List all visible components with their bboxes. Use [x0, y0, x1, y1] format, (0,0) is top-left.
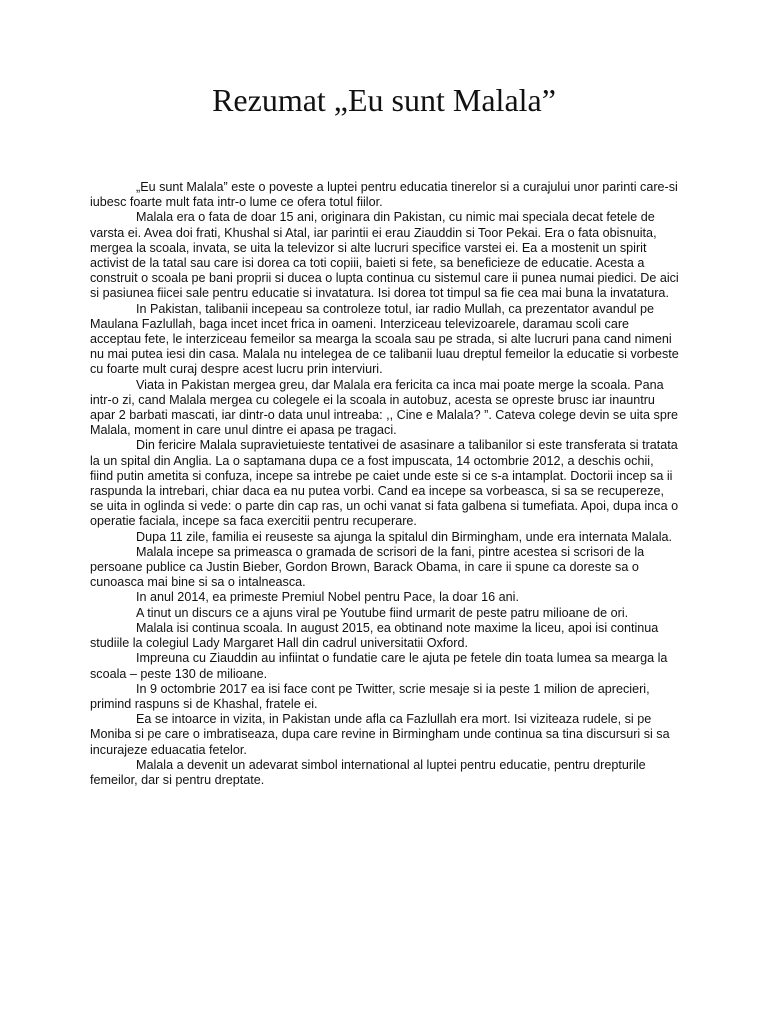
document-body: [90, 180, 680, 788]
paragraph: In anul 2014, ea primeste Premiul Nobel pentru Pace, la doar 16 ani.: [136, 590, 519, 605]
paragraph: A tinut un discurs ce a ajuns viral pe Youtube fiind urmarit de peste patru milioane de ori.: [136, 605, 629, 620]
paragraph: Malala era o fata de doar 15 ani, originara din Pakistan, cu nimic mai speciala decat fetele de varsta ei. Avea doi frati, Khushal si Atal, iar parintii ei erau Ziauddin si Toor Pekai. Era o fata obisnuita, mergea la scoala, invata, se uita la televizor si alte lucruri specifice varstei ei. Ea a mostenit un spirit activist de la tatal sau care isi dorea ca toti copiii, baieti si fete, sa beneficieze de educatie. Acesta a construit o scoala pe bani proprii si ducea o lupta continua cu sistemul care ii punea numai piedici. De aici si pasiunea fiicei sale pentru educatie si invatatura. Isi dorea tot timpul sa fie cea mai buna la invatatura.: [90, 210, 679, 301]
paragraph: In Pakistan, talibanii incepeau sa controleze totul, iar radio Mullah, ca prezentator avandul pe Maulana Fazlullah, baga incet incet frica in oameni. Interziceau televizoarele, daramau scoli care acceptau fete, le interziceau femeilor sa mearga la scoala sau pe strada, si alte lucruri pana cand nimeni nu mai putea iesi din casa. Malala nu intelegea de ce talibanii luau dreptul femeilor la educatie si vorbeste cu foarte mult curaj despre acest lucru prin interviuri.: [90, 301, 679, 377]
paragraph: In 9 octombrie 2017 ea isi face cont pe Twitter, scrie mesaje si ia peste 1 milion de aprecieri, primind raspuns si de Khashal, fratele ei.: [90, 681, 650, 711]
paragraph: Dupa 11 zile, familia ei reuseste sa ajunga la spitalul din Birmingham, unde era internata Malala.: [136, 529, 672, 544]
paragraph: Malala isi continua scoala. In august 2015, ea obtinand note maxime la liceu, apoi isi continua studiile la colegiul Lady Margaret Hall din cadrul universitatii Oxford.: [90, 620, 659, 651]
paragraph: Viata in Pakistan mergea greu, dar Malala era fericita ca inca mai poate merge la scoala. Pana intr-o zi, cand Malala mergea cu colegele ei la scoala in autobuz, acesta se opreste brusc iar inauntru apar 2 barbati mascati, iar dintr-o data unul intreaba: ,, Cine e Malala? ”. Cateva colege devin se uita spre Malala, moment in care unul dintre ei apasa pe tragaci.: [90, 377, 679, 438]
paragraph: Din fericire Malala supravietuieste tentativei de asasinare a talibanilor si este transferata si tratata la un spital din Anglia. La o saptamana dupa ce a fost impuscata, 14 octombrie 2012, a deschis ochii, fiind putin ametita si confuza, incepe sa intrebe pe caiet unde este si ce s-a intamplat. Doctorii incep sa ii raspunda la intrebari, chiar daca ea nu putea vorbi. Cand ea incepe sa vorbeasca, si sa se recupereze, se uita in oglinda si vede: o parte din cap ras, un ochi vanat si fata galbena si tumefiata. Apoi, dupa inca o operatie faciala, incepe sa faca exercitii pentru recuperare.: [90, 438, 679, 529]
paragraph: Impreuna cu Ziauddin au infiintat o fundatie care le ajuta pe fetele din toata lumea sa mearga la scoala – peste 130 de milioane.: [90, 651, 668, 681]
paragraph: „Eu sunt Malala” este o poveste a luptei pentru educatia tinerelor si a curajului unor parinti care-si iubesc foarte mult fata intr-o lume ce ofera totul fiilor.: [90, 180, 678, 210]
paragraph: Ea se intoarce in vizita, in Pakistan unde afla ca Fazlullah era mort. Isi viziteaza rudele, si pe Moniba si pe care o imbratiseaza, dupa care revine in Birmingham unde continua sa tina discursuri si sa incurajeze eduacatia fetelor.: [90, 712, 670, 757]
paragraph: Malala a devenit un adevarat simbol international al luptei pentru educatie, pentru drepturile femeilor, dar si pentru dreptate.: [90, 757, 646, 787]
paragraph: Malala incepe sa primeasca o gramada de scrisori de la fani, pintre acestea si scrisori de la persoane publice ca Justin Bieber, Gordon Brown, Barack Obama, in care ii spune ca doreste sa o cunoasca mai bine si sa o intalneasca.: [90, 544, 645, 590]
document-title: Rezumat „Eu sunt Malala”: [212, 82, 556, 118]
